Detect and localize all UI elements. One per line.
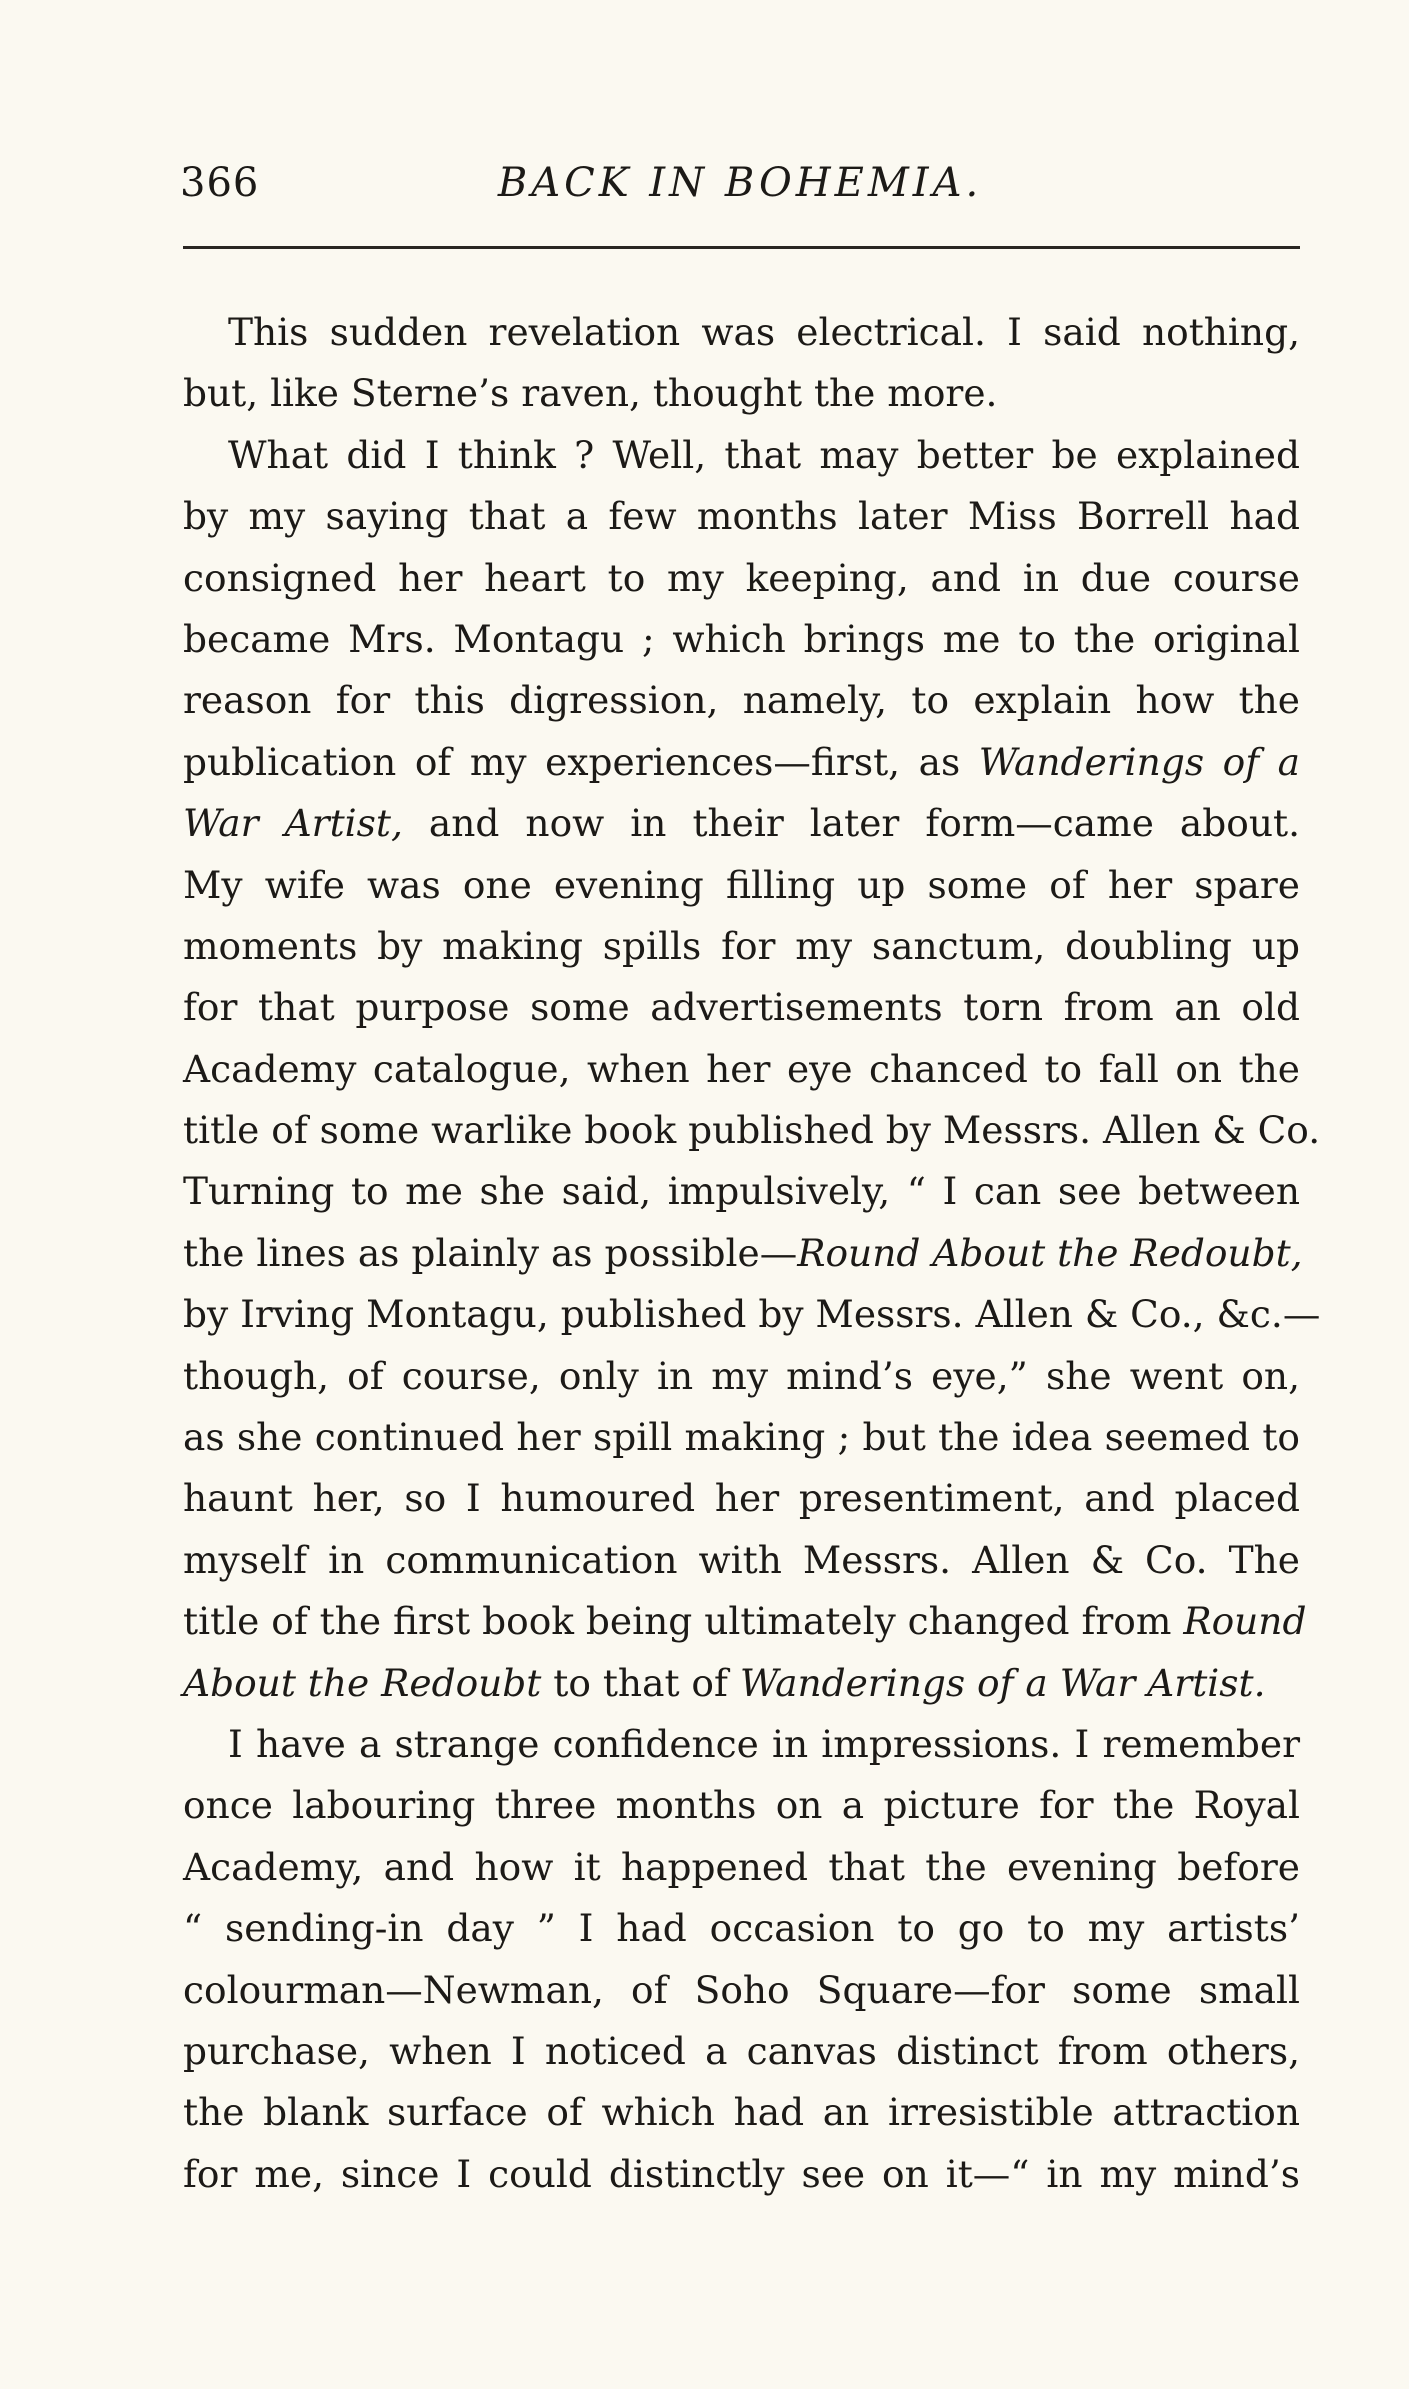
text-run: the blank surface of which had an irresistible attraction [183, 2090, 1300, 2135]
text-line [183, 2082, 1300, 2143]
text-run: title of some warlike book published by Messrs. Allen & Co. [183, 1108, 1321, 1153]
text-run: I have a strange confidence in impressions. I remember [228, 1721, 1300, 1766]
text-line [183, 1653, 1300, 1714]
text-run: reason for this digression, namely, to explain how the [183, 678, 1300, 723]
text-run: by my saying that a few months later Miss Borrell had [183, 494, 1300, 539]
text-line [183, 793, 1300, 854]
text-run-italic: Wanderings of a [978, 739, 1300, 784]
text-run: My wife was one evening filling up some of her spare [183, 862, 1300, 907]
text-line [183, 1530, 1300, 1591]
text-line [183, 1407, 1300, 1468]
text-run: Turning to me she said, impulsively, “ I can see between [183, 1169, 1300, 1214]
text-line [183, 1346, 1300, 1407]
text-run: for me, since I could distinctly see on it—“ in my mind’s [183, 2151, 1300, 2196]
text-line [183, 363, 1300, 424]
text-line [183, 548, 1300, 609]
text-run-italic: Round About the Redoubt, [797, 1230, 1303, 1275]
text-run: Academy catalogue, when her eye chanced to fall on the [183, 1046, 1300, 1091]
text-run-italic: Wanderings of a War Artist. [739, 1660, 1266, 1705]
text-line [183, 670, 1300, 731]
text-run: by Irving Montagu, published by Messrs. Allen & Co., &c.— [183, 1292, 1321, 1337]
text-run: as she continued her spill making ; but the idea seemed to [183, 1415, 1300, 1460]
page-number: 366 [180, 160, 260, 206]
text-line [183, 1161, 1300, 1222]
text-line [183, 2144, 1300, 2205]
running-title: BACK IN BOHEMIA. [497, 160, 983, 206]
header-rule [183, 246, 1300, 249]
text-run: to that of [541, 1660, 740, 1705]
text-run: “ sending-in day ” I had occasion to go to my artists’ [183, 1906, 1300, 1951]
text-line [183, 1284, 1321, 1345]
text-run: the lines as plainly as possible— [183, 1230, 798, 1275]
text-run: myself in communication with Messrs. Allen & Co. The [183, 1537, 1300, 1582]
text-run: purchase, when I noticed a canvas distinct from others, [183, 2028, 1300, 2073]
text-run: though, of course, only in my mind’s eye,” she went on, [183, 1353, 1300, 1398]
text-line [183, 1714, 1300, 1775]
text-run: became Mrs. Montagu ; which brings me to the original [183, 616, 1300, 661]
text-line [183, 1039, 1300, 1100]
text-run: for that purpose some advertisements torn from an old [183, 985, 1300, 1030]
text-line [183, 1468, 1300, 1529]
text-line [183, 2021, 1300, 2082]
text-run: consigned her heart to my keeping, and in due course [183, 555, 1300, 600]
text-line [183, 977, 1300, 1038]
text-run-italic: War Artist, [183, 801, 403, 846]
text-line [183, 1100, 1321, 1161]
text-run: once labouring three months on a picture for the Royal [183, 1783, 1300, 1828]
text-run: publication of my experiences—first, as [183, 739, 979, 784]
text-run: Academy, and how it happened that the evening before [183, 1844, 1300, 1889]
text-line [183, 1223, 1303, 1284]
text-line [183, 732, 1300, 793]
text-line [183, 1898, 1300, 1959]
text-run: This sudden revelation was electrical. I said nothing, [228, 310, 1300, 354]
text-line [183, 1960, 1300, 2021]
text-line [183, 486, 1300, 547]
text-line [183, 1837, 1300, 1898]
text-run: colourman—Newman, of Soho Square—for some small [183, 1967, 1300, 2012]
text-run: but, like Sterne’s raven, thought the more. [183, 371, 998, 416]
text-line [183, 1775, 1300, 1836]
body-text [183, 302, 1321, 2205]
text-run: and now in their later form—came about. [402, 801, 1300, 846]
text-line [183, 302, 1300, 363]
text-line [183, 916, 1300, 977]
text-line [183, 1591, 1307, 1652]
text-run: title of the first book being ultimately changed from [183, 1599, 1184, 1644]
text-run: haunt her, so I humoured her presentiment, and placed [183, 1476, 1300, 1521]
text-run-italic: Round [1183, 1599, 1307, 1644]
text-line [183, 855, 1300, 916]
text-line [183, 609, 1300, 670]
text-line [183, 425, 1300, 486]
running-head [180, 160, 1300, 220]
text-run-italic: About the Redoubt [183, 1660, 542, 1705]
text-run: moments by making spills for my sanctum, doubling up [183, 923, 1300, 968]
text-run: What did I think ? Well, that may better be explained [228, 432, 1300, 477]
